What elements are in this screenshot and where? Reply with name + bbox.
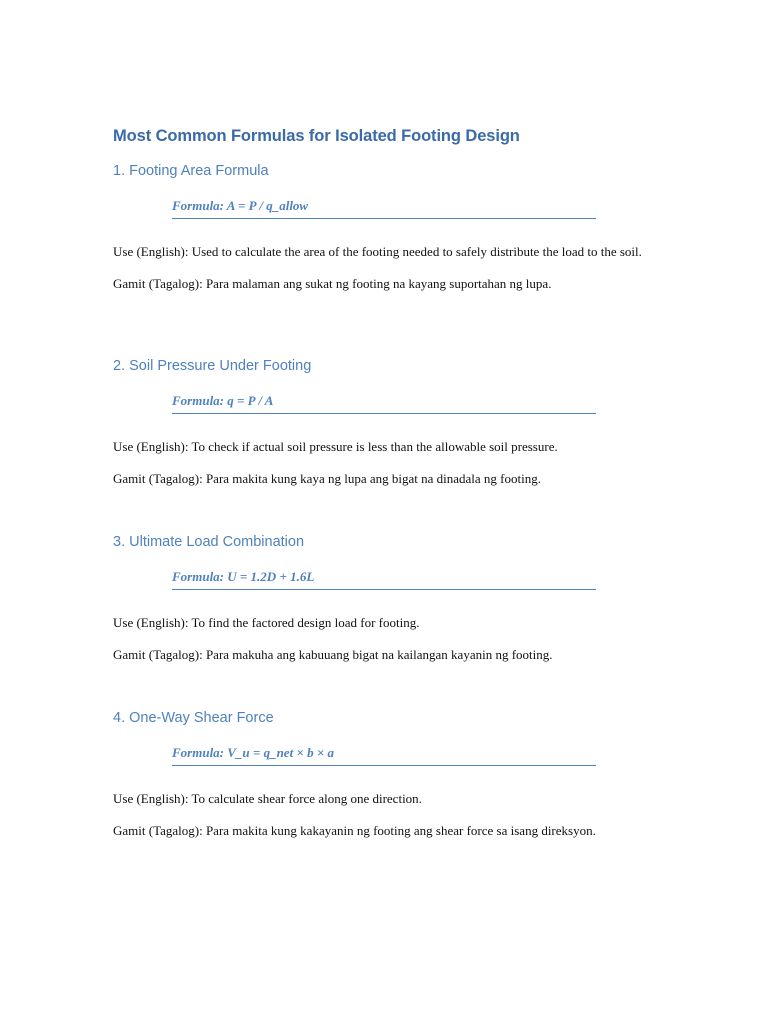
gamit-tagalog-text: Gamit (Tagalog): Para makuha ang kabuuang bigat na kailangan kayanin ng footing.	[113, 647, 553, 662]
section-soil-pressure	[113, 355, 658, 486]
section-heading: 4. One-Way Shear Force	[113, 710, 274, 726]
gamit-tagalog-text: Gamit (Tagalog): Para makita kung kaya ng lupa ang bigat na dinadala ng footing.	[113, 471, 541, 486]
section-ultimate-load	[113, 531, 658, 662]
section-heading: 3. Ultimate Load Combination	[113, 534, 305, 550]
document-title: Most Common Formulas for Isolated Footing Design	[113, 127, 520, 145]
formula-line: Formula: U = 1.2D + 1.6L	[172, 568, 596, 590]
use-english-text: Use (English): To find the factored design load for footing.	[113, 615, 420, 630]
section-footing-area	[113, 160, 658, 291]
formula-line: Formula: q = P / A	[172, 392, 596, 414]
section-heading: 2. Soil Pressure Under Footing	[113, 358, 312, 374]
use-english-text: Use (English): Used to calculate the area of the footing needed to safely distribute the load to the soil.	[113, 244, 642, 259]
section-one-way-shear	[113, 707, 658, 838]
formula-line: Formula: V_u = q_net × b × a	[172, 744, 596, 766]
section-body	[113, 437, 658, 488]
formula-line: Formula: A = P / q_allow	[172, 197, 596, 219]
gamit-tagalog-text: Gamit (Tagalog): Para makita kung kakayanin ng footing ang shear force sa isang direksyon.	[113, 823, 596, 838]
section-body	[113, 242, 658, 293]
section-body	[113, 613, 658, 664]
section-body	[113, 789, 658, 840]
use-english-text: Use (English): To calculate shear force along one direction.	[113, 791, 422, 806]
use-english-text: Use (English): To check if actual soil pressure is less than the allowable soil pressure.	[113, 439, 558, 454]
gamit-tagalog-text: Gamit (Tagalog): Para malaman ang sukat ng footing na kayang suportahan ng lupa.	[113, 276, 552, 291]
section-heading: 1. Footing Area Formula	[113, 163, 269, 179]
